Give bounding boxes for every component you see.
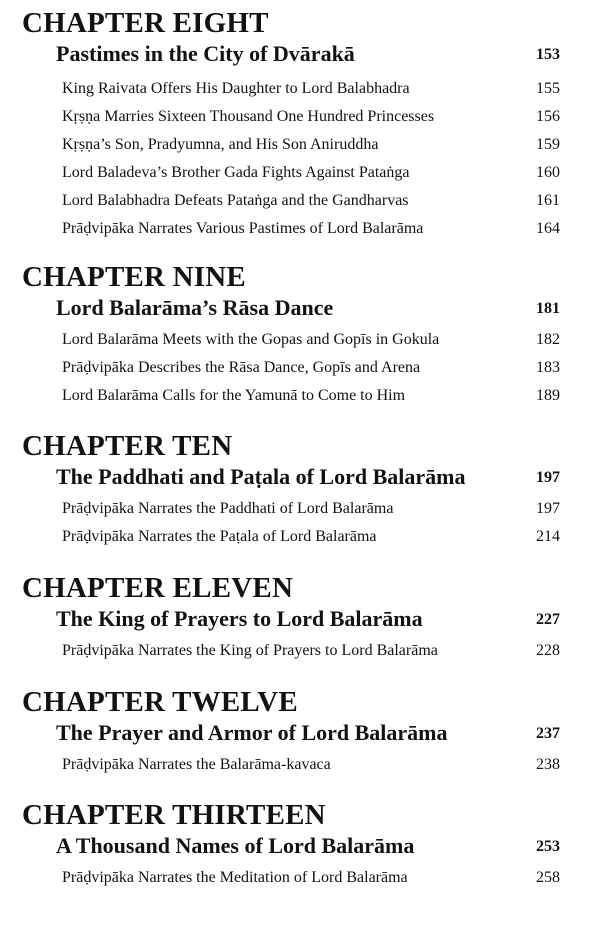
toc-entry-title: Kṛṣṇa’s Son, Pradyumna, and His Son Aniruddha [62, 136, 379, 153]
toc-entry [0, 131, 600, 159]
toc-entry [0, 75, 600, 103]
section-page-number: 197 [536, 469, 560, 486]
toc-entry-page: 258 [536, 869, 560, 886]
toc-entry-title: Prāḍvipāka Narrates the Balarāma-kavaca [62, 756, 331, 773]
toc-entry [0, 864, 600, 892]
chapter-heading: CHAPTER EIGHT [22, 7, 269, 39]
chapter-ten [0, 429, 600, 554]
toc-entry [0, 495, 600, 523]
chapter-twelve [0, 685, 600, 783]
toc-entry-page: 160 [536, 164, 560, 181]
chapter-heading: CHAPTER THIRTEEN [22, 799, 326, 831]
toc-entry-page: 183 [536, 359, 560, 376]
toc-entry-title: Prāḍvipāka Narrates the Paṭala of Lord Balarāma [62, 528, 377, 545]
chapter-eleven [0, 571, 600, 669]
toc-entry-page: 228 [536, 642, 560, 659]
chapter-eight [0, 6, 600, 246]
toc-entry-page: 182 [536, 331, 560, 348]
toc-entry [0, 103, 600, 131]
section-page-number: 253 [536, 838, 560, 855]
toc-entry [0, 326, 600, 354]
toc-entry-page: 159 [536, 136, 560, 153]
toc-entry-title: Lord Baladeva’s Brother Gada Fights Against Pataṅga [62, 164, 410, 181]
toc-entry [0, 215, 600, 243]
toc-entry-page: 197 [536, 500, 560, 517]
section-title: Lord Balarāma’s Rāsa Dance [56, 295, 334, 320]
chapter-nine [0, 260, 600, 410]
section-title: A Thousand Names of Lord Balarāma [56, 833, 415, 858]
toc-entry-page: 156 [536, 108, 560, 125]
toc-entry [0, 751, 600, 779]
toc-entry-title: Lord Balarāma Meets with the Gopas and Gopīs in Gokula [62, 331, 440, 348]
chapter-heading: CHAPTER ELEVEN [22, 572, 294, 604]
chapter-heading: CHAPTER TEN [22, 430, 233, 462]
toc-entry-title: Lord Balarāma Calls for the Yamunā to Come to Him [62, 387, 406, 404]
toc-entry-title: King Raivata Offers His Daughter to Lord Balabhadra [62, 80, 410, 97]
toc-entry [0, 159, 600, 187]
chapter-heading: CHAPTER NINE [22, 261, 246, 293]
toc-entry-title: Prāḍvipāka Narrates the King of Prayers to Lord Balarāma [62, 642, 438, 659]
toc-entry [0, 637, 600, 665]
toc-entry-title: Kṛṣṇa Marries Sixteen Thousand One Hundred Princesses [62, 108, 435, 125]
toc-entry-title: Prāḍvipāka Narrates the Meditation of Lord Balarāma [62, 869, 408, 886]
toc-entry [0, 382, 600, 410]
section-page-number: 227 [536, 611, 560, 628]
toc-entry-page: 214 [536, 528, 560, 545]
toc-entry [0, 354, 600, 382]
section-title: Pastimes in the City of Dvārakā [56, 41, 355, 66]
toc-entry-title: Prāḍvipāka Describes the Rāsa Dance, Gopīs and Arena [62, 359, 421, 376]
section-title: The Paddhati and Paṭala of Lord Balarāma [56, 464, 466, 489]
toc-entry-page: 161 [536, 192, 560, 209]
section-title: The Prayer and Armor of Lord Balarāma [56, 720, 448, 745]
toc-entry-page: 238 [536, 756, 560, 773]
toc-entry-title: Lord Balabhadra Defeats Pataṅga and the Gandharvas [62, 192, 409, 209]
toc-entry-title: Prāḍvipāka Narrates the Paddhati of Lord Balarāma [62, 500, 394, 517]
toc-entry-page: 189 [536, 387, 560, 404]
toc-entry-page: 164 [536, 220, 560, 237]
section-page-number: 181 [536, 300, 560, 317]
toc-entry-page: 155 [536, 80, 560, 97]
section-title: The King of Prayers to Lord Balarāma [56, 606, 423, 631]
section-page-number: 237 [536, 725, 560, 742]
chapter-thirteen [0, 798, 600, 896]
section-page-number: 153 [536, 46, 560, 63]
toc-entry [0, 187, 600, 215]
chapter-heading: CHAPTER TWELVE [22, 686, 298, 718]
toc-entry [0, 523, 600, 551]
toc-entry-title: Prāḍvipāka Narrates Various Pastimes of Lord Balarāma [62, 220, 424, 237]
